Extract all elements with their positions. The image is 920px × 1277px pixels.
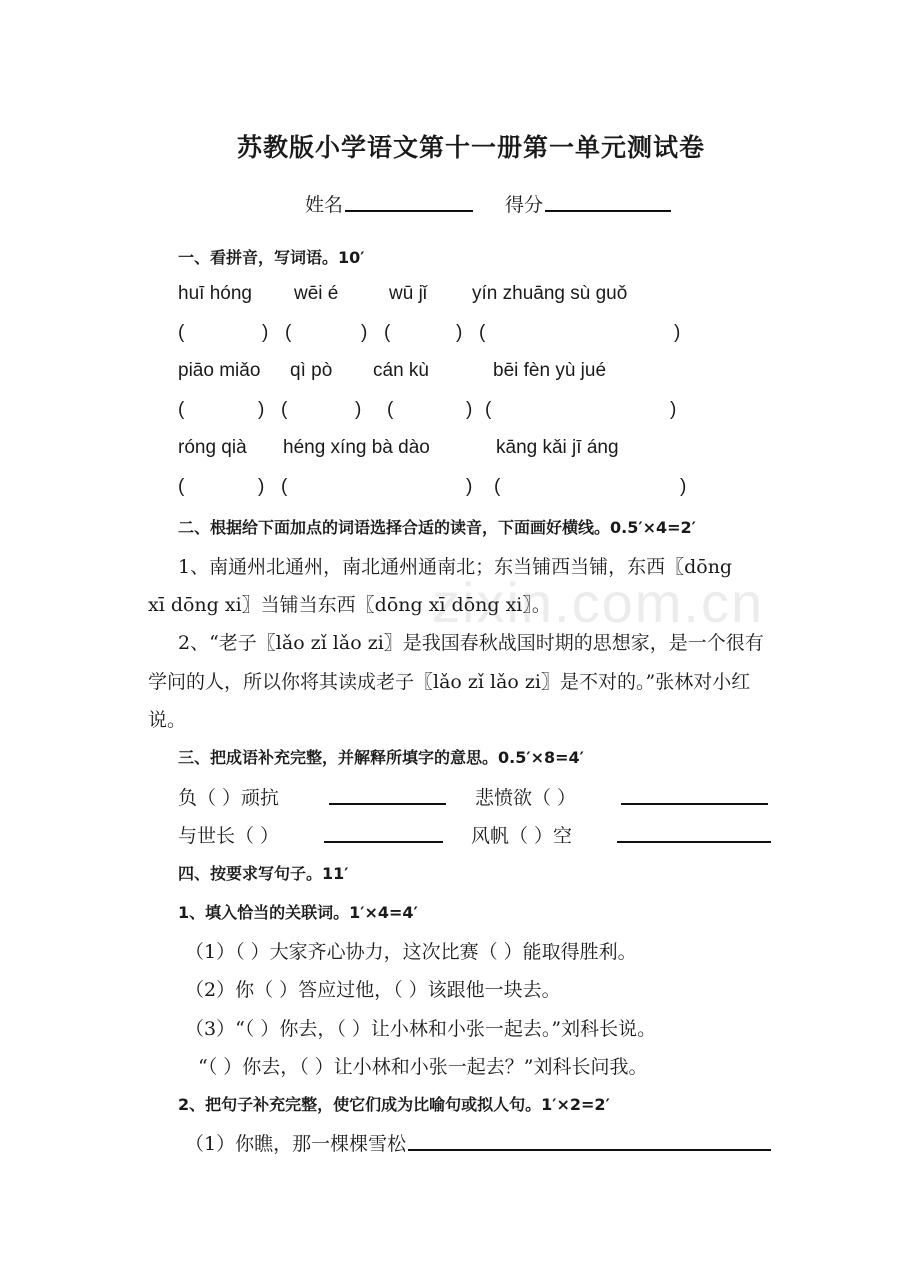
answer-blank[interactable]: (	[281, 399, 288, 420]
answer-blank[interactable]: (	[494, 476, 501, 497]
idiom-item: 风帆（ ）空	[471, 825, 573, 847]
answer-blank[interactable]: (	[479, 322, 486, 343]
answer-blank[interactable]: (	[178, 322, 185, 343]
pinyin-item: yín zhuāng sù guǒ	[472, 283, 628, 304]
name-label: 姓名	[305, 194, 344, 216]
section2-heading: 二、根据给下面加点的词语选择合适的读音，下面画好横线。0.5′×4=2′	[178, 518, 696, 537]
sub-heading: 2、把句子补充完整，使它们成为比喻句或拟人句。1′×2=2′	[178, 1095, 610, 1114]
name-field-line[interactable]	[345, 194, 473, 212]
question-text: 说。	[148, 709, 187, 731]
question-text: 1、南通州北通州，南北通州通南北；东当铺西当铺，东西〖dōng	[178, 556, 733, 578]
answer-line[interactable]	[329, 787, 446, 805]
answer-blank-close: )	[262, 322, 269, 343]
section1-heading: 一、看拼音，写词语。10′	[178, 248, 365, 267]
answer-blank[interactable]: (	[178, 399, 185, 420]
idiom-item: 悲愤欲（ ）	[475, 787, 577, 809]
pinyin-item: piāo miǎo	[178, 360, 261, 381]
answer-blank-close: )	[466, 476, 473, 497]
question-text: 学问的人，所以你将其读成老子〖lǎo zǐ lǎo zi〗是不对的。”张林对小红	[148, 671, 751, 693]
section3-heading: 三、把成语补充完整，并解释所填字的意思。0.5′×8=4′	[178, 748, 584, 767]
answer-line[interactable]	[408, 1133, 771, 1151]
pinyin-item: róng qià	[178, 437, 247, 458]
page-title: 苏教版小学语文第十一册第一单元测试卷	[237, 133, 706, 162]
idiom-item: 与世长（ ）	[178, 825, 280, 847]
answer-blank-close: )	[258, 476, 265, 497]
sentence-item: （3）“（ ）你去，（ ）让小林和小张一起去。”刘科长说。	[185, 1018, 657, 1040]
sentence-item: （2）你（ ）答应过他，（ ）该跟他一块去。	[185, 979, 561, 1001]
answer-blank[interactable]: (	[485, 399, 492, 420]
answer-blank[interactable]: (	[384, 322, 391, 343]
question-text: 2、“老子〖lǎo zǐ lǎo zi〗是我国春秋战国时期的思想家，是一个很有	[178, 632, 764, 654]
answer-line[interactable]	[324, 825, 443, 843]
sub-heading: 1、填入恰当的关联词。1′×4=4′	[178, 903, 418, 922]
section4-heading: 四、按要求写句子。11′	[178, 864, 349, 883]
sentence-item: （1）（ ）大家齐心协力，这次比赛（ ）能取得胜利。	[185, 941, 637, 963]
answer-blank[interactable]: (	[178, 476, 185, 497]
idiom-item: 负（ ）顽抗	[178, 787, 280, 809]
pinyin-item: huī hóng	[178, 283, 252, 304]
pinyin-item: bēi fèn yù jué	[493, 360, 607, 381]
answer-blank[interactable]: (	[281, 476, 288, 497]
answer-line[interactable]	[617, 825, 771, 843]
answer-blank-close: )	[466, 399, 473, 420]
sentence-item: （1）你瞧，那一棵棵雪松	[185, 1133, 407, 1155]
pinyin-item: qì pò	[290, 360, 333, 381]
answer-blank-close: )	[361, 322, 368, 343]
answer-blank-close: )	[680, 476, 687, 497]
answer-blank-close: )	[456, 322, 463, 343]
answer-blank-close: )	[355, 399, 362, 420]
answer-blank-close: )	[670, 399, 677, 420]
answer-line[interactable]	[621, 787, 768, 805]
pinyin-item: héng xíng bà dào	[283, 437, 430, 458]
score-label: 得分	[505, 194, 544, 216]
answer-blank-close: )	[674, 322, 681, 343]
answer-blank-close: )	[258, 399, 265, 420]
pinyin-item: wū jǐ	[389, 283, 428, 304]
question-text: xī dōng xi〗当铺当东西〖dōng xī dōng xi〗。	[148, 594, 551, 616]
answer-blank[interactable]: (	[285, 322, 292, 343]
score-field-line[interactable]	[545, 194, 671, 212]
pinyin-item: cán kù	[373, 360, 429, 381]
answer-blank[interactable]: (	[387, 399, 394, 420]
pinyin-item: wēi é	[294, 283, 339, 304]
watermark: zixin.com.cn	[432, 571, 765, 634]
pinyin-item: kāng kǎi jī áng	[496, 437, 619, 458]
sentence-item: “（ ）你去，（ ）让小林和小张一起去？”刘科长问我。	[198, 1056, 648, 1078]
